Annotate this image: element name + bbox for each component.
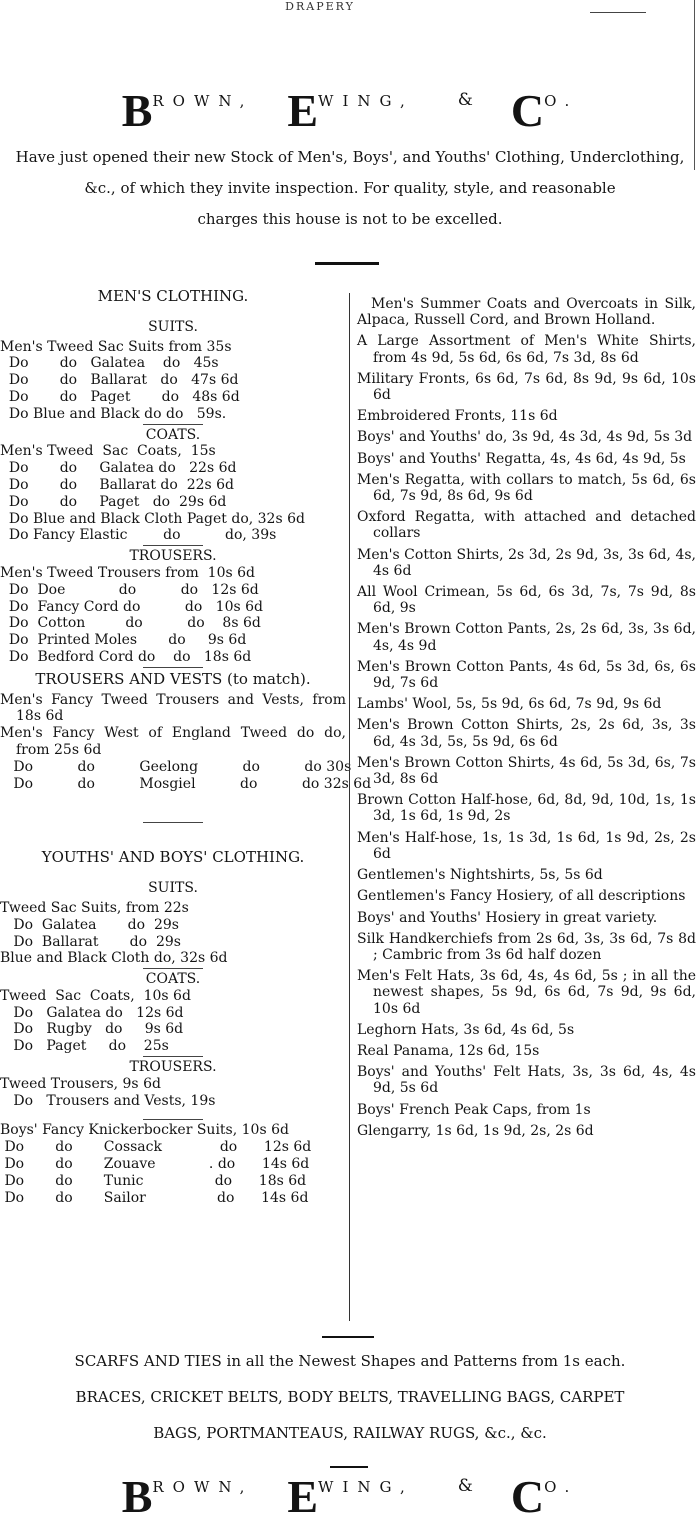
price-line: Do do Cossack do 12s 6d <box>0 1139 312 1156</box>
price-item: Boys' and Youths' Regatta, 4s, 4s 6d, 4s 9d, 5s <box>357 450 686 467</box>
divider <box>143 545 203 546</box>
price-item: Brown Cotton Half-hose, 6d, 8d, 9d, 10d, 1s, 1s 3d, 1s 6d, 1s 9d, 2s <box>357 792 696 825</box>
price-item: Gentlemen's Nightshirts, 5s, 5s 6d <box>357 867 603 884</box>
divider <box>143 822 203 823</box>
price-line: Do Ballarat do 29s <box>0 933 181 950</box>
section-rule <box>330 1466 368 1468</box>
firm-o: O. <box>544 1478 579 1496</box>
mens-trousers-list <box>0 565 346 666</box>
price-item: Boys' French Peak Caps, from 1s <box>357 1101 591 1118</box>
price-line: Men's Tweed Trousers from 10s 6d <box>0 564 255 581</box>
price-line: Do do Tunic do 18s 6d <box>0 1172 307 1189</box>
knickerbocker-list <box>0 1122 346 1206</box>
price-item: Silk Handkerchiefs from 2s 6d, 3s, 3s 6d, 7s 8d ; Cambric from 3s 6d half dozen <box>357 930 696 963</box>
divider <box>143 968 203 969</box>
price-line: Do Bedford Cord do do 18s 6d <box>0 648 252 665</box>
price-item: Military Fronts, 6s 6d, 7s 6d, 8s 9d, 9s 6d, 10s 6d <box>357 370 696 404</box>
mens-coats-list <box>0 443 346 544</box>
firm-wing: WING, <box>318 92 414 110</box>
footer-line: BAGS, PORTMANTEAUS, RAILWAY RUGS, &c., &c. <box>153 1424 547 1442</box>
firm-o: O. <box>544 92 579 110</box>
firm-initial-b: B <box>121 1471 153 1522</box>
youths-coats-heading: COATS. <box>145 971 201 988</box>
youths-suits-list <box>0 900 346 967</box>
price-item: Leghorn Hats, 3s 6d, 4s 6d, 5s <box>357 1021 575 1038</box>
firm-rown: ROWN, <box>152 1478 254 1496</box>
price-line: Boys' Fancy Knickerbocker Suits, 10s 6d <box>0 1122 289 1139</box>
youths-coats-list <box>0 988 346 1055</box>
price-item: Men's Felt Hats, 3s 6d, 4s, 4s 6d, 5s ; in all the newest shapes, 5s 9d, 6s 6d, 7s 9d, 9s 6d, 10s 6d <box>357 968 696 1017</box>
mens-suits-heading: SUITS. <box>148 318 198 335</box>
price-item: A Large Assortment of Men's White Shirts, from 4s 9d, 5s 6d, 6s 6d, 7s 3d, 8s 6d <box>357 333 696 366</box>
divider <box>143 1056 203 1057</box>
vest-item: Men's Fancy West of England Tweed do do, from 25s 6d <box>0 725 346 758</box>
left-column <box>0 287 372 1206</box>
firm-wing: WING, <box>318 1478 414 1496</box>
price-line: Do do Paget do 48s 6d <box>0 388 240 405</box>
price-line: Blue and Black Cloth do, 32s 6d <box>0 950 228 967</box>
price-line: Do Trousers and Vests, 19s <box>0 1092 216 1109</box>
price-line: Do do Ballarat do 47s 6d <box>0 372 239 389</box>
mens-trousers-heading: TROUSERS. <box>129 548 217 565</box>
price-line: Do do Geelong do do 30s <box>0 758 352 775</box>
price-line: Do Printed Moles do 9s 6d <box>0 632 247 649</box>
price-item: Men's Brown Cotton Shirts, 4s 6d, 5s 3d, 6s, 7s 3d, 8s 6d <box>357 754 696 788</box>
mens-coats-heading: COATS. <box>145 426 201 443</box>
price-item: Men's Brown Cotton Pants, 2s, 2s 6d, 3s, 3s 6d, 4s, 4s 9d <box>357 621 696 654</box>
price-item: Oxford Regatta, with attached and detached collars <box>357 509 696 542</box>
firm-name-header <box>0 84 700 137</box>
price-line: Do Fancy Cord do do 10s 6d <box>0 598 263 615</box>
right-intro: Men's Summer Coats and Overcoats in Silk, Alpaca, Russell Cord, and Brown Holland. <box>357 296 696 329</box>
price-line: Do Paget do 25s <box>0 1038 169 1055</box>
price-line: Do do Galatea do 45s <box>0 355 219 372</box>
firm-name-footer <box>0 1470 700 1523</box>
price-item: Men's Brown Cotton Pants, 4s 6d, 5s 3d, 6s, 6s 9d, 7s 6d <box>357 658 696 692</box>
firm-ampersand: & <box>457 1476 473 1496</box>
price-item: Men's Half-hose, 1s, 1s 3d, 1s 6d, 1s 9d, 2s, 2s 6d <box>357 829 696 862</box>
mens-suits-list <box>0 339 346 423</box>
price-item: Boys' and Youths' Hosiery in great variety. <box>357 909 658 926</box>
intro-paragraph <box>0 142 700 235</box>
firm-initial-e: E <box>287 1471 319 1522</box>
price-line: Tweed Sac Suits, from 22s <box>0 899 189 916</box>
price-item: Embroidered Fronts, 11s 6d <box>357 408 558 425</box>
intro-line: Have just opened their new Stock of Men's, Boys', and Youths' Clothing, Underclothing, <box>15 148 685 166</box>
running-head: DRAPERY <box>285 0 355 13</box>
divider <box>143 667 203 668</box>
price-item: All Wool Crimean, 5s 6d, 6s 3d, 7s, 7s 9d, 8s 6d, 9s <box>357 584 696 617</box>
divider <box>143 1119 203 1120</box>
price-line: Do Cotton do do 8s 6d <box>0 615 261 632</box>
price-line: Do Doe do do 12s 6d <box>0 581 259 598</box>
section-rule <box>315 262 379 265</box>
price-line: Tweed Sac Coats, 10s 6d <box>0 987 191 1004</box>
vest-item: Men's Fancy Tweed Trousers and Vests, from 18s 6d <box>0 691 346 725</box>
price-item: Boys' and Youths' do, 3s 9d, 4s 3d, 4s 9d, 5s 3d <box>357 429 693 446</box>
price-line: Do Galatea do 12s 6d <box>0 1004 184 1021</box>
intro-line: &c., of which they invite inspection. For quality, style, and reasonable <box>84 179 616 197</box>
right-column <box>357 296 696 1144</box>
price-line: Do Rugby do 9s 6d <box>0 1021 184 1038</box>
footer-line: BRACES, CRICKET BELTS, BODY BELTS, TRAVELLING BAGS, CARPET <box>75 1388 625 1406</box>
header-rule <box>590 12 646 13</box>
price-line: Do Fancy Elastic do do, 39s <box>0 527 277 544</box>
price-line: Do do Zouave . do 14s 6d <box>0 1156 310 1173</box>
column-divider <box>349 293 350 1321</box>
mens-vests-rows <box>0 758 372 793</box>
youths-suits-heading: SUITS. <box>148 880 198 897</box>
price-line: Do Blue and Black Cloth Paget do, 32s 6d <box>0 510 305 527</box>
price-line: Do do Galatea do 22s 6d <box>0 460 237 477</box>
price-line: Men's Tweed Sac Suits from 35s <box>0 338 232 355</box>
right-items <box>357 333 696 1139</box>
firm-ampersand: & <box>457 90 473 110</box>
youths-heading: YOUTHS' AND BOYS' CLOTHING. <box>41 848 305 867</box>
price-item: Boys' and Youths' Felt Hats, 3s, 3s 6d, 4s, 4s 9d, 5s 6d <box>357 1064 696 1097</box>
mens-heading: MEN'S CLOTHING. <box>97 287 249 305</box>
youths-trousers-list <box>0 1076 346 1110</box>
price-line: Do Galatea do 29s <box>0 916 179 933</box>
price-line: Do Blue and Black do do 59s. <box>0 405 227 422</box>
section-rule <box>322 1336 374 1338</box>
price-item: Lambs' Wool, 5s, 5s 9d, 6s 6d, 7s 9d, 9s 6d <box>357 696 662 713</box>
price-item: Men's Brown Cotton Shirts, 2s, 2s 6d, 3s, 3s 6d, 4s 3d, 5s, 5s 9d, 6s 6d <box>357 717 696 750</box>
price-line: Do do Paget do 29s 6d <box>0 493 227 510</box>
price-item: Gentlemen's Fancy Hosiery, of all descriptions <box>357 888 686 905</box>
youths-trousers-heading: TROUSERS. <box>129 1059 217 1076</box>
intro-line: charges this house is not to be excelled. <box>197 210 503 228</box>
firm-initial-e: E <box>287 85 319 136</box>
firm-initial-b: B <box>121 85 153 136</box>
mens-vests-heading: TROUSERS AND VESTS (to match). <box>35 669 311 688</box>
price-item: Men's Cotton Shirts, 2s 3d, 2s 9d, 3s, 3s 6d, 4s, 4s 6d <box>357 546 696 579</box>
price-item: Glengarry, 1s 6d, 1s 9d, 2s, 2s 6d <box>357 1122 594 1139</box>
firm-initial-c: C <box>510 85 545 136</box>
price-line: Men's Tweed Sac Coats, 15s <box>0 443 216 460</box>
price-item: Real Panama, 12s 6d, 15s <box>357 1042 540 1059</box>
price-line: Do do Sailor do 14s 6d <box>0 1189 309 1206</box>
footer-line: SCARFS AND TIES in all the Newest Shapes and Patterns from 1s each. <box>74 1352 626 1370</box>
price-line: Do do Mosgiel do do 32s 6d <box>0 775 372 792</box>
price-line: Do do Ballarat do 22s 6d <box>0 476 235 493</box>
firm-initial-c: C <box>510 1471 545 1522</box>
firm-rown: ROWN, <box>152 92 254 110</box>
price-line: Tweed Trousers, 9s 6d <box>0 1075 161 1092</box>
price-item: Men's Regatta, with collars to match, 5s 6d, 6s 6d, 7s 9d, 8s 6d, 9s 6d <box>357 471 696 505</box>
divider <box>143 424 203 425</box>
